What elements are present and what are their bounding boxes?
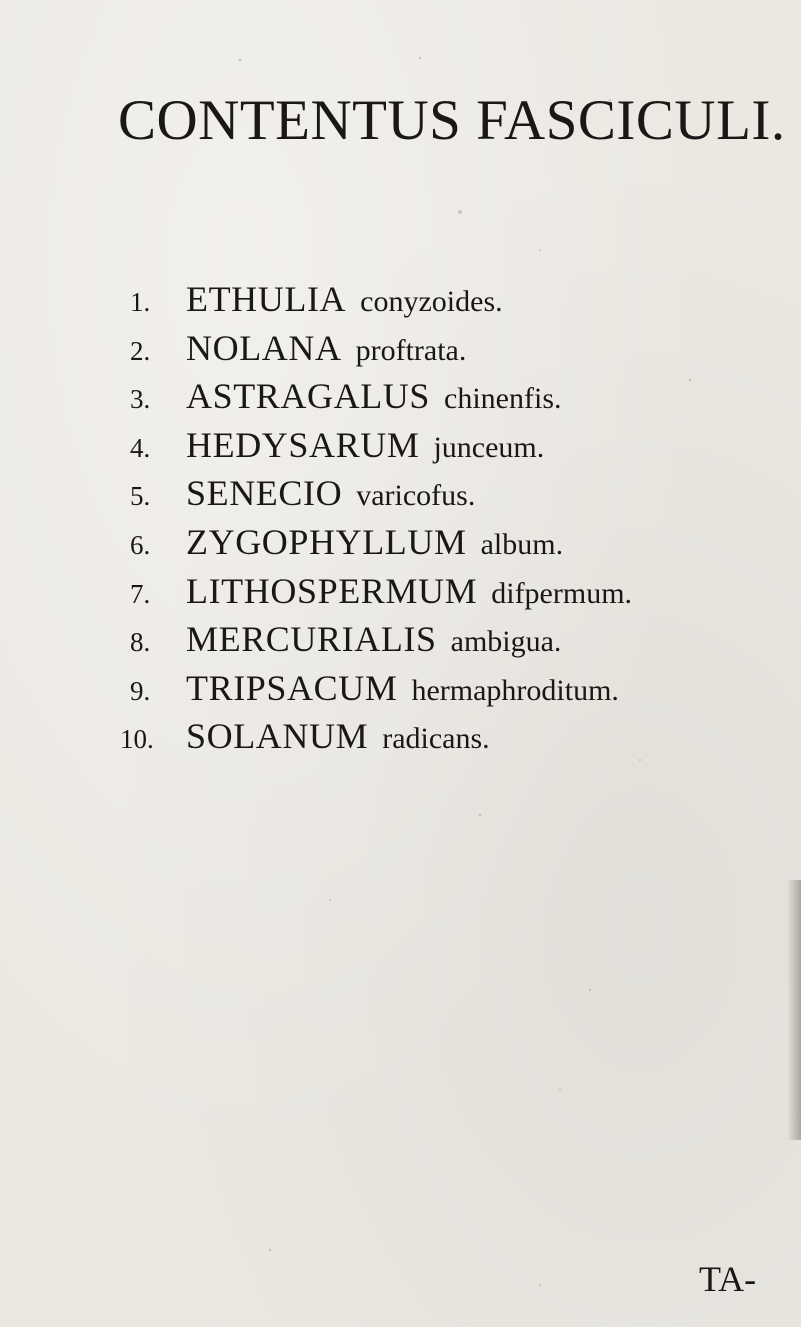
page-edge-shadow: [787, 880, 801, 1140]
genus-name: NOLANA: [186, 327, 342, 368]
list-item: [130, 570, 770, 619]
entry-number: 7.: [130, 578, 151, 609]
entry-number: 2.: [130, 335, 151, 366]
genus-name: ETHULIA: [186, 279, 347, 319]
catchword: TA-: [699, 1259, 757, 1299]
list-item: [130, 521, 770, 570]
list-item: [130, 472, 770, 521]
entry-number: 6.: [130, 529, 151, 560]
page-title: CONTENTUS FASCICULI.: [118, 89, 786, 152]
entry-number: 3.: [130, 384, 151, 415]
genus-name: ZYGOPHYLLUM: [186, 521, 467, 562]
list-item: [120, 715, 770, 764]
list-item: [130, 667, 770, 716]
entry-number: 9.: [130, 675, 151, 706]
genus-name: SENECIO: [186, 473, 343, 514]
entry-number: 5.: [130, 481, 151, 512]
genus-name: LITHOSPERMUM: [186, 570, 478, 611]
genus-name: ASTRAGALUS: [186, 376, 431, 417]
genus-name: HEDYSARUM: [186, 424, 420, 465]
genus-name: MERCURIALIS: [186, 619, 437, 660]
list-item: [130, 327, 770, 376]
species-name: album.: [480, 527, 564, 561]
species-name: hermaphroditum.: [411, 673, 619, 707]
list-item: [130, 278, 770, 327]
genus-name: SOLANUM: [186, 716, 369, 757]
species-name: proftrata.: [355, 333, 467, 367]
species-name: junceum.: [433, 430, 545, 464]
entry-number: 10.: [120, 724, 154, 755]
contents-list: [120, 278, 770, 764]
species-name: varicofus.: [356, 479, 476, 513]
species-name: ambigua.: [450, 625, 562, 659]
species-name: conyzoides.: [360, 285, 503, 318]
species-name: difpermum.: [491, 576, 633, 610]
entry-number: 4.: [130, 432, 151, 463]
species-name: chinenfis.: [444, 382, 562, 416]
species-name: radicans.: [382, 722, 490, 756]
entry-number: 1.: [130, 287, 151, 317]
list-item: [130, 618, 770, 667]
list-item: [130, 375, 770, 424]
list-item: [130, 424, 770, 473]
genus-name: TRIPSACUM: [186, 667, 398, 708]
entry-number: 8.: [130, 627, 151, 658]
